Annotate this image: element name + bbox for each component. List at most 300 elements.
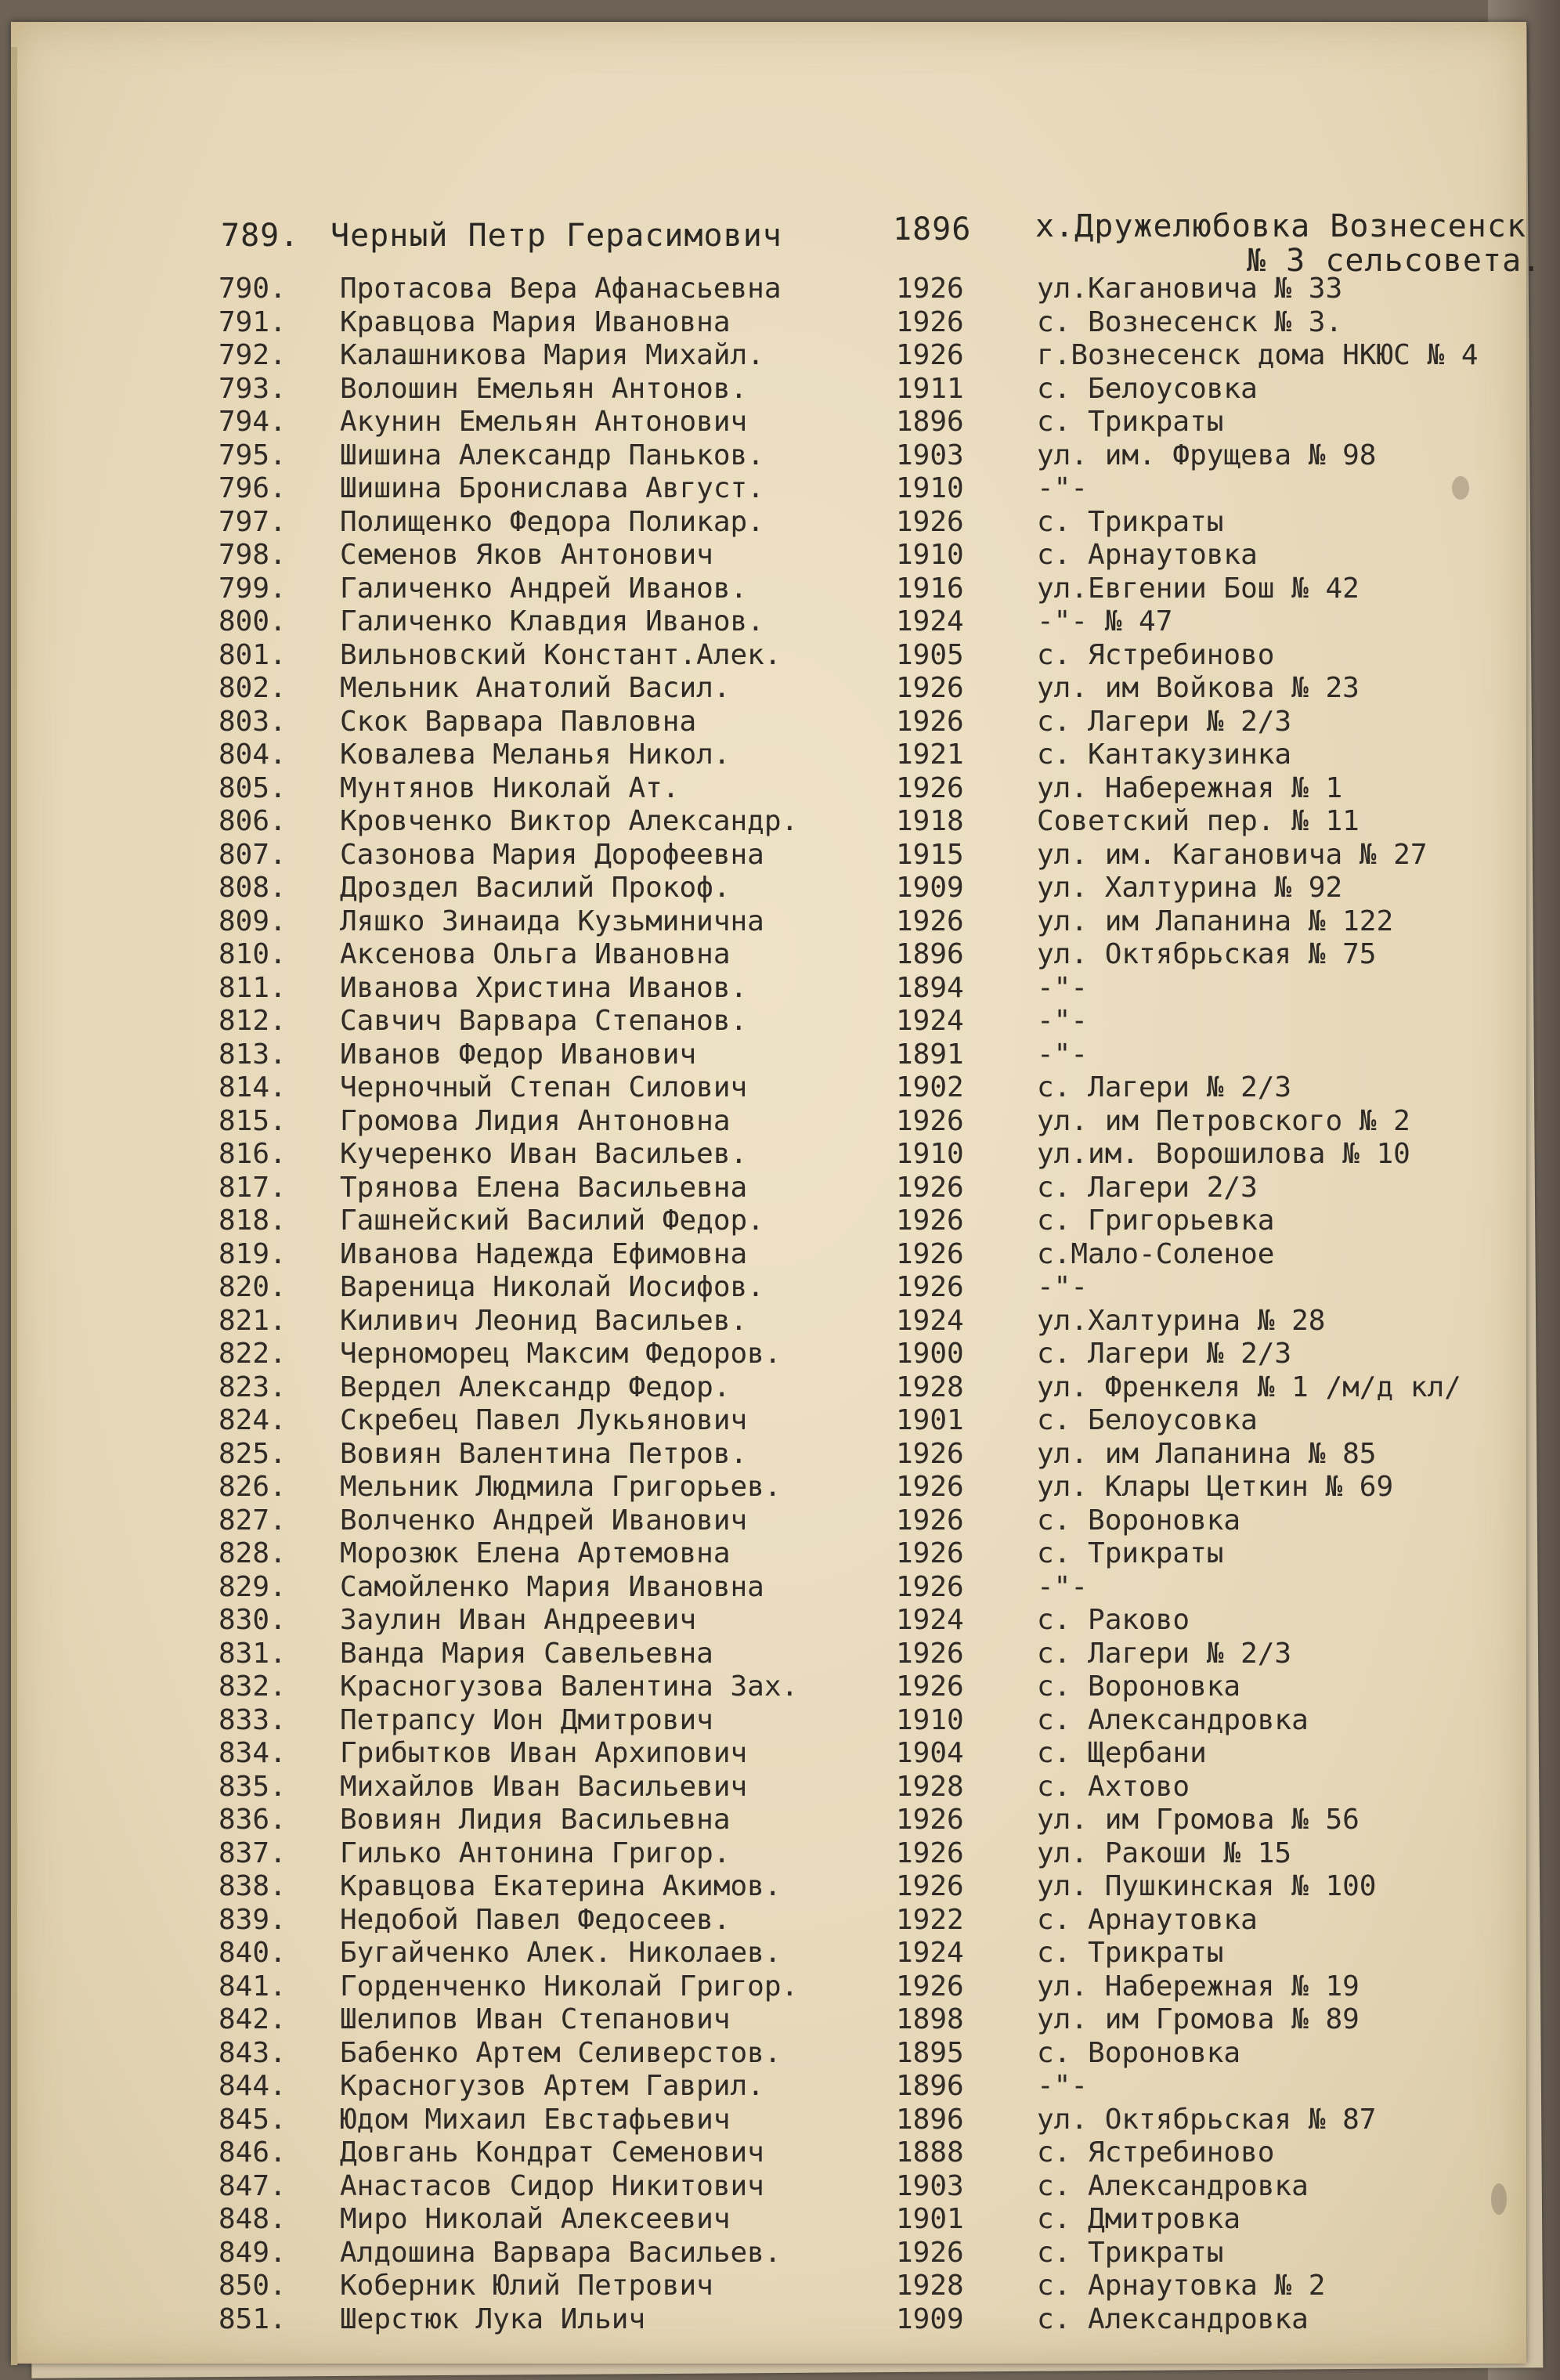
record-name: Кровченко Виктор Александр. — [340, 805, 799, 837]
record-name: Гилько Антонина Григор. — [340, 1836, 731, 1869]
record-address: -"- — [1037, 2070, 1089, 2102]
record-year: 1896 — [896, 2103, 964, 2136]
record-row — [11, 2037, 1526, 2070]
record-row — [11, 1571, 1526, 1604]
record-address: ул. им Громова № 56 — [1037, 1804, 1360, 1836]
record-year: 1901 — [896, 1404, 964, 1436]
record-address: Советский пер. № 11 — [1037, 805, 1360, 837]
record-year: 1926 — [896, 505, 964, 538]
record-number: 794. — [218, 406, 287, 438]
record-number: 838. — [218, 1870, 287, 1902]
record-year: 1924 — [896, 1937, 964, 1969]
record-row — [11, 2136, 1526, 2169]
record-name: Волошин Емельян Антонов. — [340, 372, 748, 405]
record-number: 795. — [218, 439, 287, 471]
document-page — [11, 22, 1542, 2364]
record-year: 1922 — [896, 1903, 964, 1936]
record-number: 817. — [218, 1171, 287, 1204]
record-number: 830. — [218, 1604, 287, 1636]
record-year: 1924 — [896, 1005, 964, 1037]
record-row — [11, 539, 1526, 572]
record-number: 843. — [218, 2036, 287, 2069]
record-row — [11, 1604, 1526, 1637]
record-address: -"- — [1037, 1005, 1089, 1037]
record-name: Аксенова Ольга Ивановна — [340, 938, 731, 970]
record-number: 849. — [218, 2236, 287, 2269]
record-year: 1926 — [896, 1104, 964, 1137]
record-number: 819. — [218, 1237, 287, 1270]
record-year: 1916 — [896, 572, 964, 605]
record-row — [11, 805, 1526, 838]
record-name: Кучеренко Иван Васильев. — [340, 1138, 748, 1170]
record-number: 810. — [218, 938, 287, 970]
record-year: 1921 — [896, 739, 964, 771]
record-year: 1926 — [896, 1504, 964, 1537]
record-row — [11, 439, 1526, 472]
record-row — [11, 1438, 1526, 1471]
record-number: 847. — [218, 2169, 287, 2202]
record-address: ул. им Лапанина № 85 — [1037, 1437, 1377, 1470]
record-year: 1926 — [896, 1171, 964, 1204]
record-row — [11, 905, 1526, 938]
record-name: Семенов Яков Антонович — [340, 539, 713, 571]
record-number: 805. — [218, 771, 287, 804]
record-number: 814. — [218, 1071, 287, 1103]
record-number: 821. — [218, 1304, 287, 1337]
record-name: Черноморец Максим Федоров. — [340, 1338, 782, 1370]
record-year: 1926 — [896, 305, 964, 338]
record-row — [11, 1670, 1526, 1703]
record-address: ул. Набережная № 1 — [1037, 771, 1343, 804]
record-name: Ляшко Зинаида Кузьминична — [340, 905, 764, 937]
record-year: 1926 — [896, 771, 964, 804]
record-row — [11, 1737, 1526, 1770]
record-number: 828. — [218, 1537, 287, 1569]
record-year: 1910 — [896, 1703, 964, 1736]
record-name: Акунин Емельян Антонович — [340, 406, 748, 438]
record-number: 840. — [218, 1937, 287, 1969]
record-year: 1926 — [896, 2236, 964, 2269]
record-address: с.Мало-Соленое — [1037, 1237, 1275, 1270]
record-number: 799. — [218, 572, 287, 605]
record-name: Галиченко Андрей Иванов. — [340, 572, 748, 605]
record-address: с. Трикраты — [1037, 406, 1224, 438]
record-row — [11, 506, 1526, 539]
record-name: Шелипов Иван Степанович — [340, 2003, 731, 2035]
record-row — [11, 1138, 1526, 1171]
page-edge — [11, 47, 17, 2365]
record-name: Самойленко Мария Ивановна — [340, 1570, 764, 1603]
record-address: ул. Ракоши № 15 — [1037, 1836, 1292, 1869]
record-address: с. Раково — [1037, 1604, 1190, 1636]
record-name: Грибытков Иван Архипович — [340, 1737, 748, 1769]
record-year: 1926 — [896, 1870, 964, 1902]
record-year: 1926 — [896, 1804, 964, 1836]
record-year: 1910 — [896, 472, 964, 504]
record-number: 826. — [218, 1471, 287, 1503]
record-year: 1928 — [896, 1371, 964, 1403]
record-number: 813. — [218, 1038, 287, 1071]
record-row — [11, 1937, 1526, 1970]
record-number: 851. — [218, 2302, 287, 2335]
record-number: 824. — [218, 1404, 287, 1436]
record-row — [11, 605, 1526, 638]
record-row — [11, 1471, 1526, 1504]
record-row — [11, 1837, 1526, 1870]
record-name: Красногузова Валентина Зах. — [340, 1670, 799, 1703]
record-number: 842. — [218, 2003, 287, 2035]
record-name: Недобой Павел Федосеев. — [340, 1903, 731, 1936]
header-num: 789. — [221, 218, 300, 254]
record-number: 839. — [218, 1903, 287, 1936]
record-name: Заулин Иван Андреевич — [340, 1604, 697, 1636]
record-address: с. Трикраты — [1037, 1537, 1224, 1569]
record-name: Морозюк Елена Артемовна — [340, 1537, 731, 1569]
record-row — [11, 2270, 1526, 2302]
record-number: 798. — [218, 539, 287, 571]
record-name: Вовиян Лидия Васильевна — [340, 1804, 731, 1836]
record-row — [11, 1537, 1526, 1570]
record-address: с. Вороновка — [1037, 1670, 1241, 1703]
record-row — [11, 1638, 1526, 1670]
record-year: 1928 — [896, 1770, 964, 1803]
record-year: 1896 — [896, 938, 964, 970]
record-name: Мунтянов Николай Ат. — [340, 771, 680, 804]
record-number: 822. — [218, 1338, 287, 1370]
record-name: Алдошина Варвара Васильев. — [340, 2236, 782, 2269]
record-address: с. Григорьевка — [1037, 1204, 1275, 1237]
record-row — [11, 1071, 1526, 1104]
record-address: -"- № 47 — [1037, 605, 1173, 637]
record-address: -"- — [1037, 1271, 1089, 1303]
record-address: ул. им. Фрущева № 98 — [1037, 439, 1377, 471]
record-row — [11, 472, 1526, 505]
record-row — [11, 1771, 1526, 1804]
record-year: 1895 — [896, 2036, 964, 2069]
record-number: 815. — [218, 1104, 287, 1137]
record-number: 836. — [218, 1804, 287, 1836]
record-address: с. Лагери № 2/3 — [1037, 1338, 1292, 1370]
record-row — [11, 1305, 1526, 1338]
record-address: ул. Френкеля № 1 /м/д кл/ — [1037, 1371, 1461, 1403]
record-row — [11, 1870, 1526, 1903]
record-row — [11, 306, 1526, 339]
record-row — [11, 1970, 1526, 2003]
record-year: 1904 — [896, 1737, 964, 1769]
record-name: Мельник Людмила Григорьев. — [340, 1471, 782, 1503]
record-row — [11, 1238, 1526, 1271]
record-number: 790. — [218, 273, 287, 305]
record-year: 1926 — [896, 1471, 964, 1503]
record-year: 1924 — [896, 605, 964, 637]
record-address: ул. им Петровского № 2 — [1037, 1104, 1410, 1137]
header-address-line1: х.Дружелюбовка Вознесенск — [1035, 208, 1527, 244]
record-name: Вердел Александр Федор. — [340, 1371, 731, 1403]
record-row — [11, 1204, 1526, 1237]
record-name: Горденченко Николай Григор. — [340, 1970, 799, 2003]
record-row — [11, 1271, 1526, 1304]
record-number: 793. — [218, 372, 287, 405]
record-name: Черночный Степан Силович — [340, 1071, 748, 1103]
record-row — [11, 1404, 1526, 1437]
record-year: 1903 — [896, 439, 964, 471]
record-row — [11, 2303, 1526, 2336]
record-year: 1896 — [896, 406, 964, 438]
record-address: с. Белоусовка — [1037, 372, 1258, 405]
record-name: Иванова Христина Иванов. — [340, 971, 748, 1004]
record-number: 792. — [218, 339, 287, 371]
record-address: ул. Клары Цеткин № 69 — [1037, 1471, 1394, 1503]
record-address: с. Трикраты — [1037, 2236, 1224, 2269]
record-address: ул. Октябрьская № 87 — [1037, 2103, 1377, 2136]
record-name: Протасова Вера Афанасьевна — [340, 273, 782, 305]
record-address: ул. Октябрьская № 75 — [1037, 938, 1377, 970]
record-year: 1926 — [896, 672, 964, 704]
record-name: Трянова Елена Васильевна — [340, 1171, 748, 1204]
header-address-line2: № 3 сельсовета. — [1247, 243, 1542, 279]
record-name: Миро Николай Алексеевич — [340, 2203, 731, 2235]
record-year: 1924 — [896, 1304, 964, 1337]
header-year: 1896 — [893, 211, 972, 247]
record-year: 1915 — [896, 838, 964, 871]
record-year: 1926 — [896, 339, 964, 371]
record-address: с. Кантакузинка — [1037, 739, 1292, 771]
record-number: 827. — [218, 1504, 287, 1537]
record-year: 1926 — [896, 1204, 964, 1237]
record-year: 1926 — [896, 1970, 964, 2003]
record-address: ул. им Лапанина № 122 — [1037, 905, 1394, 937]
record-number: 801. — [218, 638, 287, 671]
record-row — [11, 1338, 1526, 1371]
record-address: с. Арнаутовка — [1037, 539, 1258, 571]
record-year: 1909 — [896, 2302, 964, 2335]
record-address: с. Трикраты — [1037, 1937, 1224, 1969]
record-row — [11, 839, 1526, 872]
record-row — [11, 2003, 1526, 2036]
header-name: Черный Петр Герасимович — [330, 218, 782, 254]
record-name: Полищенко Федора Поликар. — [340, 505, 764, 538]
record-number: 818. — [218, 1204, 287, 1237]
record-year: 1900 — [896, 1338, 964, 1370]
record-name: Мельник Анатолий Васил. — [340, 672, 731, 704]
record-row — [11, 1105, 1526, 1138]
record-number: 811. — [218, 971, 287, 1004]
record-name: Красногузов Артем Гаврил. — [340, 2070, 764, 2102]
record-address: г.Вознесенск дома НКЮС № 4 — [1037, 339, 1479, 371]
record-address: ул.Халтурина № 28 — [1037, 1304, 1326, 1337]
record-address: с. Белоусовка — [1037, 1404, 1258, 1436]
record-address: с. Александровка — [1037, 2169, 1309, 2202]
record-number: 820. — [218, 1271, 287, 1303]
record-address: с. Лагери № 2/3 — [1037, 705, 1292, 738]
record-name: Киливич Леонид Васильев. — [340, 1304, 748, 1337]
record-address: с. Ахтово — [1037, 1770, 1190, 1803]
record-name: Анастасов Сидор Никитович — [340, 2169, 764, 2202]
record-row — [11, 2170, 1526, 2203]
record-number: 832. — [218, 1670, 287, 1703]
record-address: с. Щербани — [1037, 1737, 1207, 1769]
record-number: 791. — [218, 305, 287, 338]
record-name: Савчич Варвара Степанов. — [340, 1005, 748, 1037]
record-number: 797. — [218, 505, 287, 538]
record-address: с. Арнаутовка № 2 — [1037, 2270, 1326, 2302]
record-row — [11, 2237, 1526, 2270]
record-address: с. Лагери № 2/3 — [1037, 1637, 1292, 1670]
record-year: 1902 — [896, 1071, 964, 1103]
record-name: Бабенко Артем Селиверстов. — [340, 2036, 782, 2069]
ink-smudge — [1452, 476, 1469, 500]
record-number: 845. — [218, 2103, 287, 2136]
record-address: ул. им Войкова № 23 — [1037, 672, 1360, 704]
record-address: ул. им. Кагановича № 27 — [1037, 838, 1428, 871]
record-row — [11, 406, 1526, 439]
record-year: 1926 — [896, 1237, 964, 1270]
record-year: 1926 — [896, 1537, 964, 1569]
record-number: 823. — [218, 1371, 287, 1403]
record-year: 1926 — [896, 1637, 964, 1670]
record-name: Ванда Мария Савельевна — [340, 1637, 713, 1670]
record-number: 846. — [218, 2136, 287, 2169]
record-name: Бугайченко Алек. Николаев. — [340, 1937, 782, 1969]
record-row — [11, 1504, 1526, 1537]
record-name: Скребец Павел Лукьянович — [340, 1404, 748, 1436]
record-name: Кравцова Мария Ивановна — [340, 305, 731, 338]
record-row — [11, 1704, 1526, 1737]
record-name: Вовиян Валентина Петров. — [340, 1437, 748, 1470]
record-row — [11, 772, 1526, 805]
record-address: с. Арнаутовка — [1037, 1903, 1258, 1936]
record-number: 809. — [218, 905, 287, 937]
record-row — [11, 1038, 1526, 1071]
record-number: 808. — [218, 872, 287, 904]
record-year: 1910 — [896, 539, 964, 571]
record-address: с. Лагери № 2/3 — [1037, 1071, 1292, 1103]
record-address: ул. Набережная № 19 — [1037, 1970, 1360, 2003]
record-number: 803. — [218, 705, 287, 738]
record-address: -"- — [1037, 971, 1089, 1004]
record-number: 834. — [218, 1737, 287, 1769]
record-name: Калашникова Мария Михайл. — [340, 339, 764, 371]
record-number: 829. — [218, 1570, 287, 1603]
record-row — [11, 572, 1526, 605]
record-row — [11, 1904, 1526, 1937]
record-year: 1909 — [896, 872, 964, 904]
record-address: ул.им. Ворошилова № 10 — [1037, 1138, 1410, 1170]
record-name: Скок Варвара Павловна — [340, 705, 697, 738]
record-name: Иванова Надежда Ефимовна — [340, 1237, 748, 1270]
record-address: с. Вороновка — [1037, 1504, 1241, 1537]
record-address: -"- — [1037, 1570, 1089, 1603]
record-number: 844. — [218, 2070, 287, 2102]
record-number: 807. — [218, 838, 287, 871]
record-year: 1903 — [896, 2169, 964, 2202]
record-year: 1894 — [896, 971, 964, 1004]
record-number: 833. — [218, 1703, 287, 1736]
record-row — [11, 1172, 1526, 1204]
record-number: 800. — [218, 605, 287, 637]
record-name: Гашнейский Василий Федор. — [340, 1204, 764, 1237]
record-address: с. Вознесенск № 3. — [1037, 305, 1343, 338]
record-name: Громова Лидия Антоновна — [340, 1104, 731, 1137]
record-name: Довгань Кондрат Семенович — [340, 2136, 764, 2169]
record-row — [11, 2070, 1526, 2103]
record-name: Вильновский Констант.Алек. — [340, 638, 782, 671]
record-row — [11, 972, 1526, 1005]
record-year: 1926 — [896, 1437, 964, 1470]
record-name: Коберник Юлий Петрович — [340, 2270, 713, 2302]
record-row — [11, 2203, 1526, 2236]
record-address: с. Дмитровка — [1037, 2203, 1241, 2235]
record-year: 1926 — [896, 1836, 964, 1869]
record-number: 841. — [218, 1970, 287, 2003]
record-year: 1926 — [896, 1271, 964, 1303]
record-year: 1911 — [896, 372, 964, 405]
record-year: 1896 — [896, 2070, 964, 2102]
record-name: Шишина Бронислава Август. — [340, 472, 764, 504]
record-address: ул. им Громова № 89 — [1037, 2003, 1360, 2035]
record-number: 835. — [218, 1770, 287, 1803]
record-year: 1926 — [896, 1670, 964, 1703]
record-number: 825. — [218, 1437, 287, 1470]
record-name: Михайлов Иван Васильевич — [340, 1770, 748, 1803]
record-address: с. Трикраты — [1037, 505, 1224, 538]
record-row — [11, 339, 1526, 372]
record-row — [11, 273, 1526, 305]
record-number: 804. — [218, 739, 287, 771]
record-year: 1898 — [896, 2003, 964, 2035]
record-name: Ковалева Меланья Никол. — [340, 739, 731, 771]
record-name: Кравцова Екатерина Акимов. — [340, 1870, 782, 1902]
record-year: 1888 — [896, 2136, 964, 2169]
record-address: -"- — [1037, 1038, 1089, 1071]
record-address: -"- — [1037, 472, 1089, 504]
record-year: 1926 — [896, 705, 964, 738]
record-number: 816. — [218, 1138, 287, 1170]
record-address: ул.Кагановича № 33 — [1037, 273, 1343, 305]
record-number: 848. — [218, 2203, 287, 2235]
record-row — [11, 739, 1526, 771]
record-row — [11, 2104, 1526, 2136]
record-row — [11, 1005, 1526, 1038]
record-name: Юдом Михаил Евстафьевич — [340, 2103, 731, 2136]
record-number: 837. — [218, 1836, 287, 1869]
record-row — [11, 1804, 1526, 1836]
record-name: Вареница Николай Иосифов. — [340, 1271, 764, 1303]
record-year: 1918 — [896, 805, 964, 837]
record-number: 850. — [218, 2270, 287, 2302]
record-address: с. Ястребиново — [1037, 2136, 1275, 2169]
record-row — [11, 706, 1526, 739]
record-year: 1926 — [896, 905, 964, 937]
record-row — [11, 872, 1526, 905]
record-row — [11, 938, 1526, 971]
record-address: с. Вороновка — [1037, 2036, 1241, 2069]
record-row — [11, 1371, 1526, 1404]
record-name: Шишина Александр Паньков. — [340, 439, 764, 471]
record-row — [11, 639, 1526, 672]
record-address: с. Александровка — [1037, 2302, 1309, 2335]
record-address: ул.Евгении Бош № 42 — [1037, 572, 1360, 605]
record-address: с. Ястребиново — [1037, 638, 1275, 671]
record-number: 806. — [218, 805, 287, 837]
record-name: Петрапсу Ион Дмитрович — [340, 1703, 713, 1736]
ink-smudge — [1491, 2183, 1507, 2215]
record-year: 1926 — [896, 1570, 964, 1603]
record-address: ул. Халтурина № 92 — [1037, 872, 1343, 904]
record-name: Шерстюк Лука Ильич — [340, 2302, 646, 2335]
record-year: 1924 — [896, 1604, 964, 1636]
record-name: Дроздел Василий Прокоф. — [340, 872, 731, 904]
